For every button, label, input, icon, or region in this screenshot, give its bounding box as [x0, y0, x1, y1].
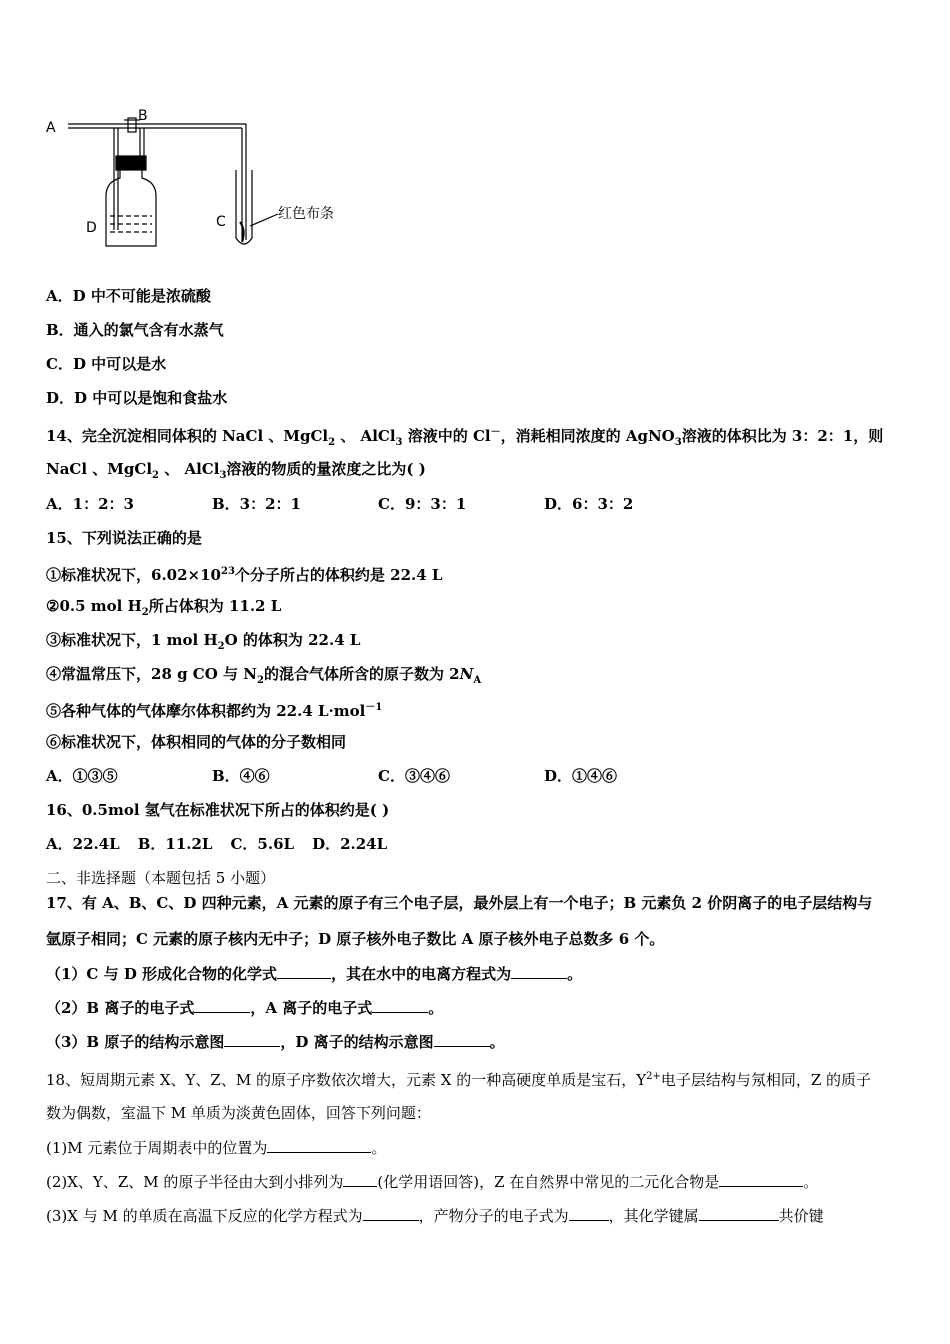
q18-text: 电子层结构与氖相同，Z 的质子 [660, 1071, 872, 1089]
label-c: C [216, 214, 226, 230]
q16-option-c: C．5.6L [230, 835, 295, 853]
q14-text: NaCl 、MgCl [46, 460, 153, 478]
q15-option-c: C．③④⑥ [378, 767, 450, 785]
q14-text: 溶液中的 Cl [407, 427, 491, 445]
answer-blank[interactable] [569, 1206, 609, 1221]
q17-text: （2）B 离子的电子式 [46, 999, 195, 1017]
q14-text: 溶液的物质的量浓度之比为( ) [226, 460, 426, 478]
q14-text: 14、完全沉淀相同体积的 NaCl 、MgCl [46, 427, 329, 445]
answer-blank[interactable] [277, 964, 331, 979]
q13-option-c: C．D 中可以是水 [46, 355, 167, 373]
q15-sup: －1 [365, 702, 383, 713]
answer-blank[interactable] [363, 1206, 419, 1221]
answer-blank[interactable] [224, 1032, 280, 1047]
q15-option-a: A．①③⑤ [46, 767, 118, 785]
q17-text: ，A 离子的电子式 [250, 999, 373, 1017]
answer-blank[interactable] [699, 1206, 779, 1221]
q15-text: ⑤各种气体的气体摩尔体积都约为 22.4 L·mol [46, 702, 366, 720]
q15-sup: 23 [220, 566, 235, 577]
q14-option-a: A．1：2：3 [46, 495, 134, 513]
q14-option-b: B．3：2：1 [212, 495, 301, 513]
q17-text: 。 [489, 1033, 505, 1051]
q18-text: ，其化学键属 [608, 1207, 699, 1225]
q15-statement-1 [46, 562, 442, 585]
q14-sub: 2 [328, 437, 336, 448]
q15-text: ①标准状况下，6.02×10 [46, 566, 221, 584]
q15-statement-4 [46, 664, 481, 691]
q18-text: 。 [371, 1139, 387, 1157]
label-b: B [138, 108, 148, 124]
section-heading: 二、非选择题（本题包括 5 小题） [46, 869, 276, 887]
q17-stem-line1: 17、有 A、B、C、D 四种元素，A 元素的原子有三个电子层，最外层上有一个电子；B 元素负 2 价阴离子的电子层结构与 [46, 894, 873, 912]
label-a: A [46, 120, 56, 136]
q17-part-2 [46, 998, 443, 1018]
q15-sub: 2 [141, 607, 149, 618]
q17-text: （1）C 与 D 形成化合物的化学式 [46, 965, 278, 983]
q17-text: 。 [567, 965, 583, 983]
answer-blank[interactable] [511, 964, 567, 979]
q14-sup: － [490, 427, 501, 438]
q15-statement-3 [46, 630, 360, 657]
q17-part-3 [46, 1032, 505, 1052]
q15-text: ③标准状况下，1 mol H [46, 631, 218, 649]
q18-text: 共价键 [778, 1207, 824, 1225]
q18-part-1 [46, 1138, 386, 1158]
q16-option-d: D．2.24L [312, 835, 388, 853]
q14-text: 、 AlCl [340, 427, 396, 445]
answer-blank[interactable] [372, 998, 428, 1013]
q15-statement-2 [46, 596, 281, 623]
q18-part-3 [46, 1206, 824, 1226]
q14-stem-line2 [46, 459, 426, 486]
q15-italic: N [459, 665, 474, 683]
q13-option-a: A．D 中不可能是浓硫酸 [46, 287, 211, 305]
q14-option-c: C．9：3：1 [378, 495, 467, 513]
q14-text: 溶液的体积比为 3：2：1，则 [681, 427, 884, 445]
q15-sub: 2 [217, 641, 225, 652]
q18-sup: 2+ [646, 1071, 661, 1082]
q18-text: (2)X、Y、Z、M 的原子半径由大到小排列为 [46, 1173, 344, 1191]
q14-sub: 3 [395, 437, 403, 448]
q18-text: 。 [803, 1173, 819, 1191]
apparatus-diagram [40, 100, 400, 260]
q14-options [46, 494, 633, 514]
stopcock-b [124, 118, 140, 132]
q18-text: (化学用语回答)，Z 在自然界中常见的二元化合物是 [377, 1173, 720, 1191]
q14-sub: 2 [152, 470, 159, 481]
q14-text: 、 AlCl [164, 460, 220, 478]
answer-blank[interactable] [343, 1172, 377, 1187]
q15-option-b: B．④⑥ [212, 767, 270, 785]
q17-text: ，D 离子的结构示意图 [280, 1033, 434, 1051]
q14-option-d: D．6：3：2 [544, 495, 634, 513]
answer-blank[interactable] [267, 1138, 371, 1153]
q15-text: O 的体积为 22.4 L [224, 631, 361, 649]
q18-text: ，产物分子的电子式为 [418, 1207, 569, 1225]
q15-text: 个分子所占的体积约是 22.4 L [234, 566, 443, 584]
q17-stem-line2: 氩原子相同；C 元素的原子核内无中子；D 原子核外电子数比 A 原子核外电子总数多 6 个。 [46, 930, 665, 948]
q18-text: (3)X 与 M 的单质在高温下反应的化学方程式为 [46, 1207, 363, 1225]
q18-stem-line1 [46, 1067, 871, 1090]
q18-text: 18、短周期元素 X、Y、Z、M 的原子序数依次增大，元素 X 的一种高硬度单质是宝石，Y [46, 1071, 647, 1089]
q15-statement-6: ⑥标准状况下，体积相同的气体的分子数相同 [46, 733, 347, 751]
q15-text: 所占体积为 11.2 L [148, 597, 282, 615]
q15-stem: 15、下列说法正确的是 [46, 529, 202, 547]
q15-sub: 2 [256, 675, 264, 686]
q15-option-d: D．①④⑥ [544, 767, 618, 785]
q15-text: ②0.5 mol H [46, 597, 142, 615]
answer-blank[interactable] [194, 998, 250, 1013]
q16-option-a: A．22.4L [46, 835, 120, 853]
red-strip-label: 红色布条 [278, 206, 334, 222]
q17-text: （3）B 原子的结构示意图 [46, 1033, 225, 1051]
q18-stem-line2: 数为偶数，室温下 M 单质为淡黄色固体，回答下列问题： [46, 1104, 431, 1122]
q14-text: ，消耗相同浓度的 AgNO [500, 427, 675, 445]
q18-part-2 [46, 1172, 818, 1192]
answer-blank[interactable] [719, 1172, 803, 1187]
q14-sub: 3 [219, 470, 227, 481]
q16-options [46, 834, 387, 854]
q16-option-b: B．11.2L [137, 835, 213, 853]
q17-part-1 [46, 964, 582, 984]
q15-options [46, 766, 617, 786]
label-d: D [86, 220, 97, 236]
q14-stem-line1 [46, 423, 883, 453]
q15-statement-5 [46, 698, 382, 721]
q17-text: 。 [428, 999, 444, 1017]
answer-blank[interactable] [434, 1032, 490, 1047]
q14-sub: 3 [674, 437, 682, 448]
q15-text: 的混合气体所含的原子数为 2 [263, 665, 460, 683]
q13-option-b: B．通入的氯气含有水蒸气 [46, 321, 224, 339]
q15-sub: A [473, 675, 482, 686]
q16-stem: 16、0.5mol 氢气在标准状况下所占的体积约是( ) [46, 801, 390, 819]
q18-text: (1)M 元素位于周期表中的位置为 [46, 1139, 268, 1157]
q15-text: ④常温常压下，28 g CO 与 N [46, 665, 257, 683]
q17-text: ，其在水中的电离方程式为 [331, 965, 512, 983]
q13-option-d: D．D 中可以是饱和食盐水 [46, 389, 228, 407]
